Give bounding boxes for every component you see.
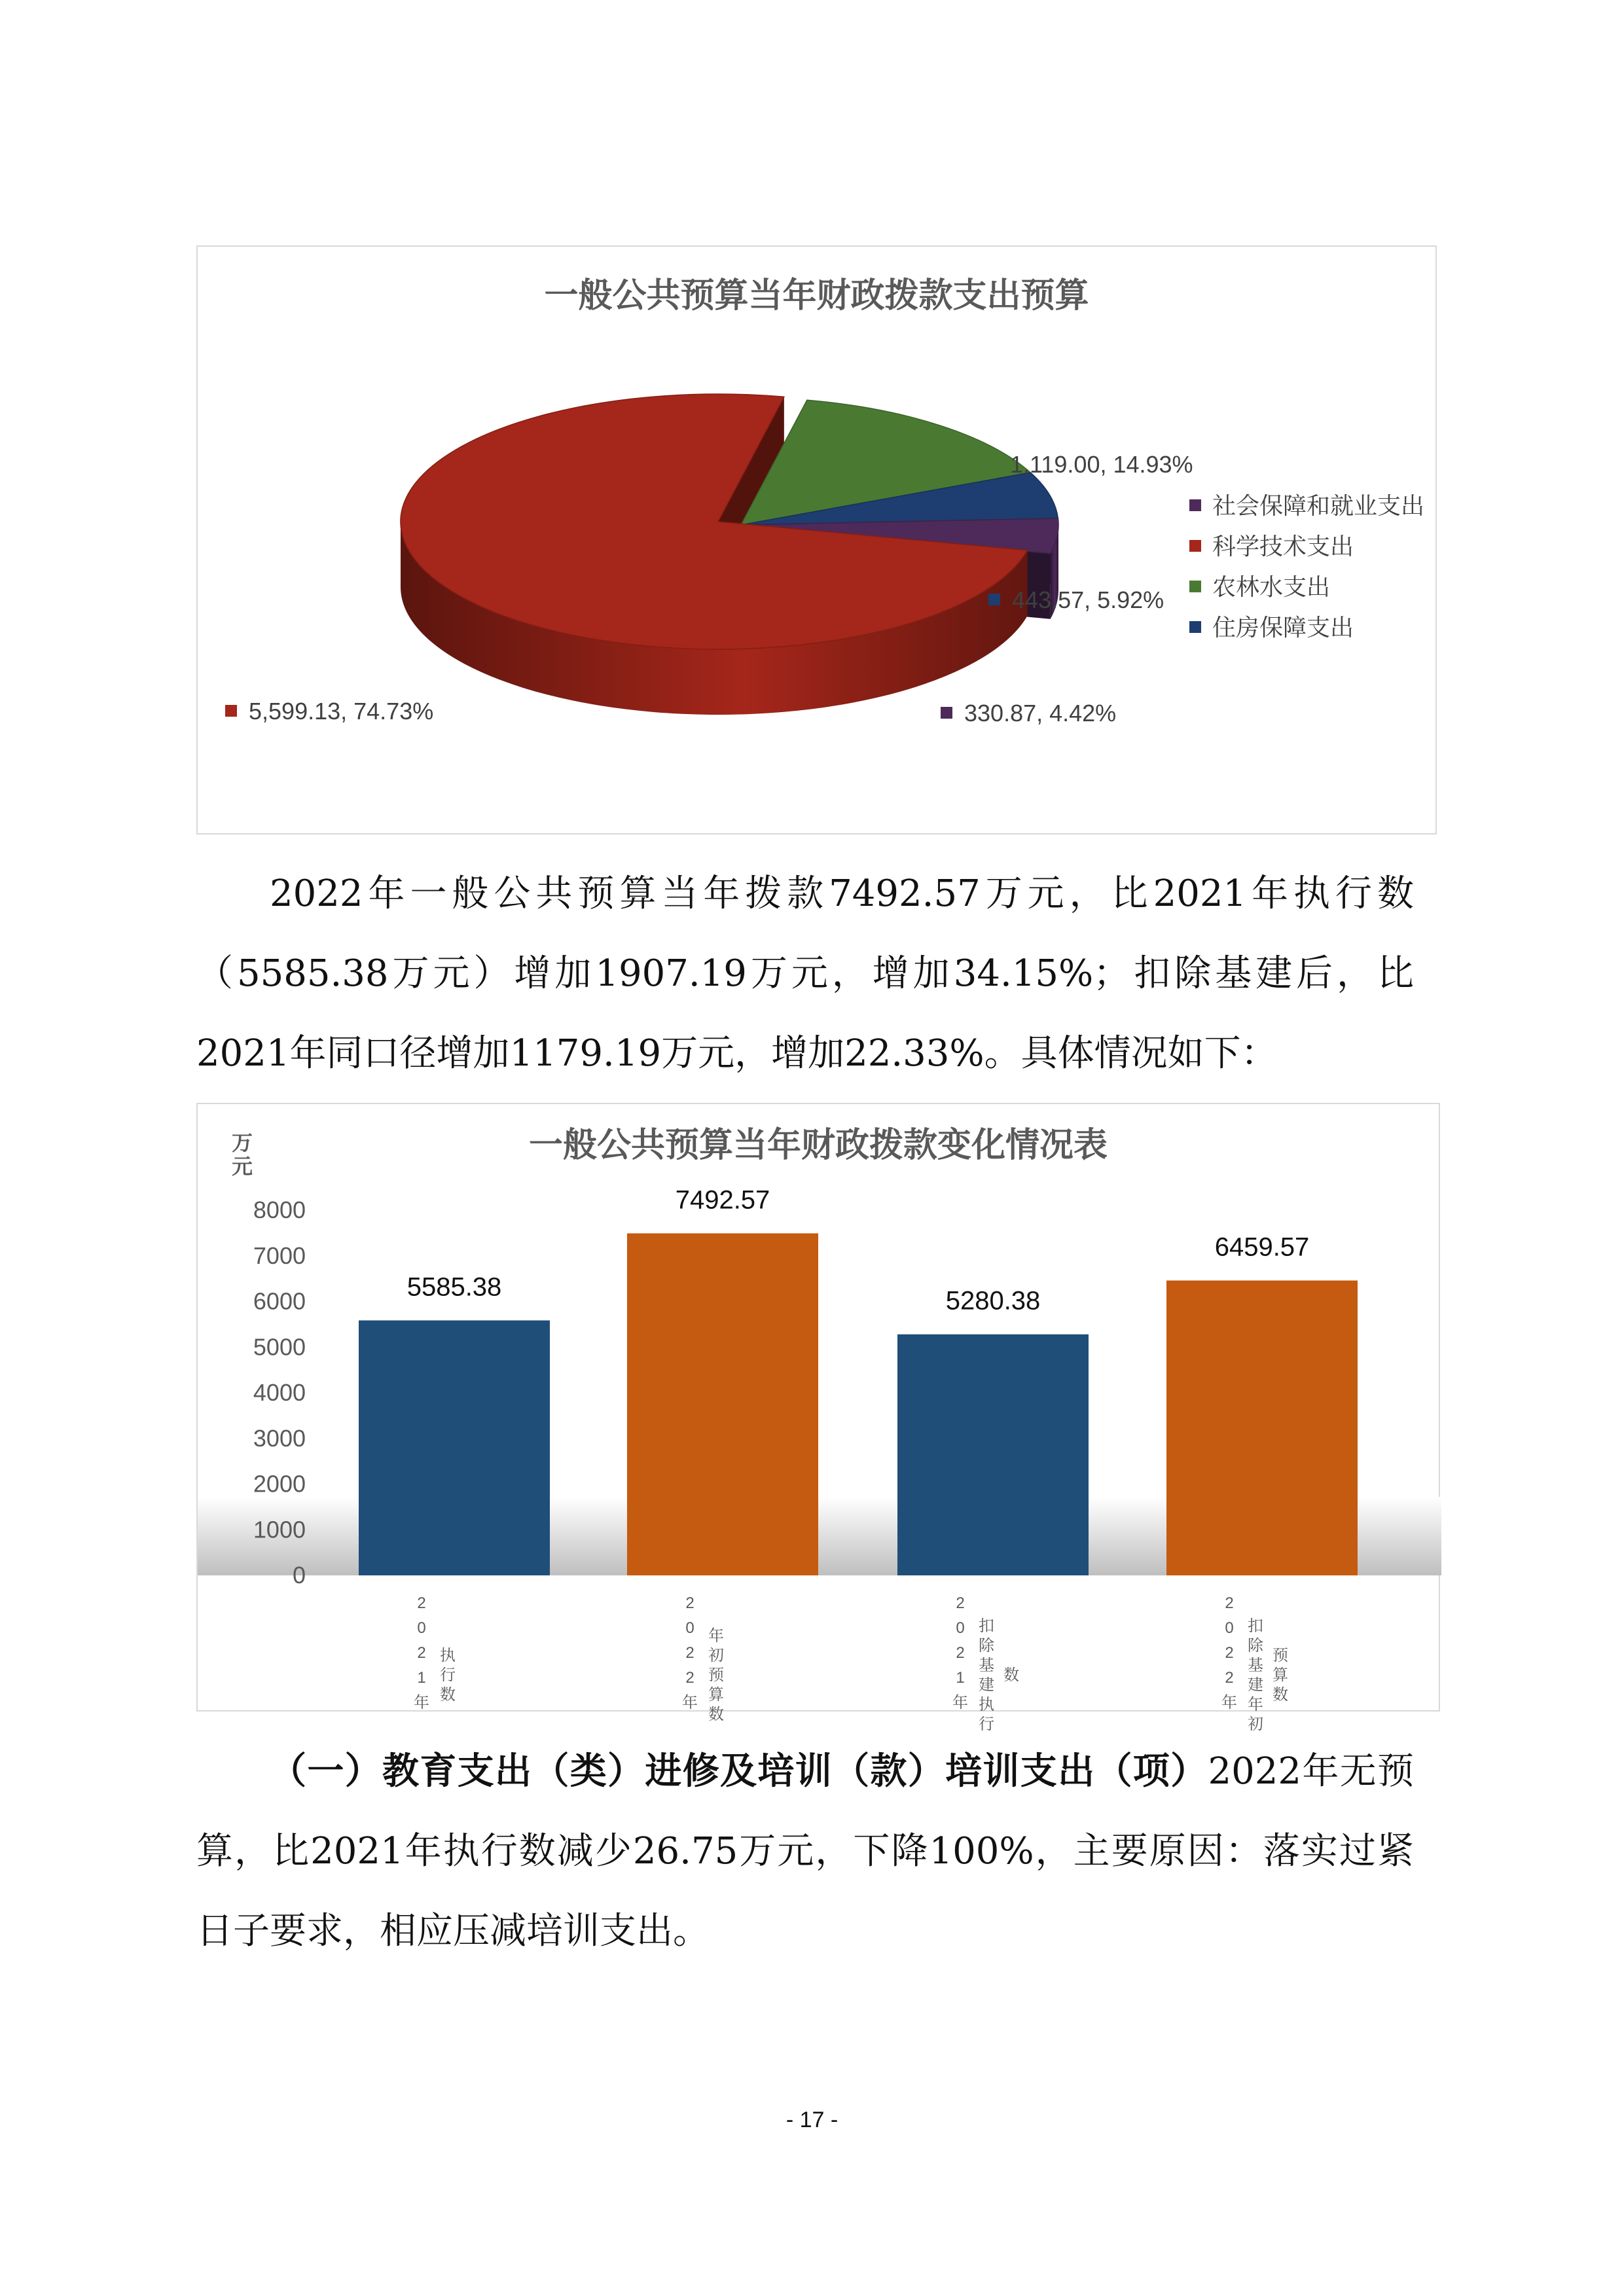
category-label-char: 2 [1225,1594,1234,1612]
y-axis-unit: 万 [231,1131,253,1155]
category-label-char: 预 [708,1666,724,1684]
pie-data-label: 5,599.13, 74.73% [249,698,434,725]
category-label-char: 建 [979,1676,994,1694]
category-label-char: 年 [1248,1696,1263,1713]
category-label-char: 基 [1248,1657,1263,1674]
y-tick-label: 6000 [253,1287,306,1315]
category-label-char: 2 [685,1644,695,1662]
category-label-char: 2 [685,1669,695,1687]
y-tick-label: 4000 [253,1379,306,1406]
category-label-char: 2 [1225,1644,1234,1662]
category-label-char: 数 [440,1686,456,1704]
pie-label-marker [225,705,237,717]
y-tick-label: 5000 [253,1333,306,1361]
category-label-char: 2 [685,1594,695,1612]
category-label-char: 数 [1272,1686,1288,1704]
category-label-char: 2 [956,1594,965,1612]
category-label-char: 年 [682,1694,698,1712]
bar-2 [627,1233,818,1575]
category-label-char: 1 [417,1669,426,1687]
bar-chart-title: 一般公共预算当年财政拨款变化情况表 [528,1126,1108,1165]
legend-swatch [1189,621,1201,633]
category-label-char: 0 [417,1619,426,1637]
category-label-char: 除 [1248,1637,1263,1655]
category-label-char: 扣 [979,1617,994,1635]
legend-entry: 住房保障支出 [1212,614,1354,641]
paragraph-budget-summary: 2022年一般公共预算当年拨款7492.57万元，比2021年执行数（5585.38万元）增加1907.19万元，增加34.15%；扣除基建后，比2021年同口径增加1179.19万元，增加22.33%。具体情况如下： [196,872,1414,1075]
bar-chart [198,1104,1441,1733]
category-label-char: 2 [1225,1669,1234,1687]
category-label-char: 基 [979,1657,994,1674]
category-label-char: 年 [1221,1694,1237,1712]
pie-chart-box [196,245,1437,834]
legend-entry: 科学技术支出 [1212,533,1354,560]
paragraph-education-spending [196,1731,1414,1971]
category-label-char: 除 [979,1637,994,1655]
pie-label-marker [941,707,952,719]
pie-label-marker [986,458,998,470]
bar-value-label: 5585.38 [406,1272,502,1302]
legend-swatch [1189,499,1201,511]
pie-chart [198,247,1438,836]
category-label-char: 年 [708,1627,724,1645]
paragraph-body: 2022年无预算，比2021年执行数减少26.75万元，下降100%，主要原因：落实过紧日子要求，相应压减培训支出。 [196,1750,1415,1952]
category-label-char: 2 [417,1594,426,1612]
paragraph-heading: （一）教育支出（类）进修及培训（款）培训支出（项） [270,1749,1208,1793]
legend-entry: 社会保障和就业支出 [1212,492,1425,519]
pie-chart-title: 一般公共预算当年财政拨款支出预算 [544,276,1089,315]
bar-value-label: 7492.57 [675,1185,770,1215]
y-tick-label: 0 [292,1562,306,1588]
bar-4 [1166,1280,1358,1575]
legend-swatch [1189,540,1201,552]
pie-data-label: 443.57, 5.92% [1012,586,1164,613]
page-number: - 17 - [785,2108,839,2132]
bar-value-label: 6459.57 [1214,1232,1310,1262]
category-label-char: 建 [1248,1676,1263,1694]
category-label-char: 0 [1225,1619,1234,1637]
pie-data-label: 1,119.00, 14.93% [1010,451,1193,478]
bar-3 [897,1335,1089,1575]
y-axis-unit: 元 [231,1155,253,1178]
category-label-char: 初 [1248,1715,1263,1733]
bar-1 [359,1320,550,1575]
category-label-char: 0 [685,1619,695,1637]
legend-entry: 农林水支出 [1212,573,1331,600]
category-label-char: 1 [956,1669,965,1687]
category-label-char: 执 [440,1647,456,1664]
category-label-char: 执 [979,1696,994,1713]
y-tick-label: 8000 [253,1196,306,1223]
category-label-char: 年 [952,1694,968,1712]
category-label-char: 预 [1272,1647,1288,1664]
pie-data-label: 330.87, 4.42% [964,700,1117,726]
category-label-char: 初 [708,1647,724,1664]
legend-swatch [1189,581,1201,592]
y-tick-label: 1000 [253,1516,306,1543]
y-tick-label: 2000 [253,1470,306,1498]
category-label-char: 算 [1272,1666,1288,1684]
pie-label-marker [988,594,1000,605]
category-label-char: 数 [708,1706,724,1723]
bar-chart-box [196,1103,1440,1733]
category-label-char: 数 [1003,1666,1019,1684]
category-label-char: 扣 [1248,1617,1263,1635]
category-label-char: 年 [414,1694,429,1712]
category-label-char: 算 [708,1686,724,1704]
y-tick-label: 7000 [253,1242,306,1269]
category-label-char: 2 [956,1644,965,1662]
category-label-char: 2 [417,1644,426,1662]
bar-value-label: 5280.38 [945,1286,1041,1316]
category-label-char: 行 [979,1715,994,1733]
category-label-char: 0 [956,1619,965,1637]
y-tick-label: 3000 [253,1424,306,1452]
category-label-char: 行 [440,1666,456,1684]
